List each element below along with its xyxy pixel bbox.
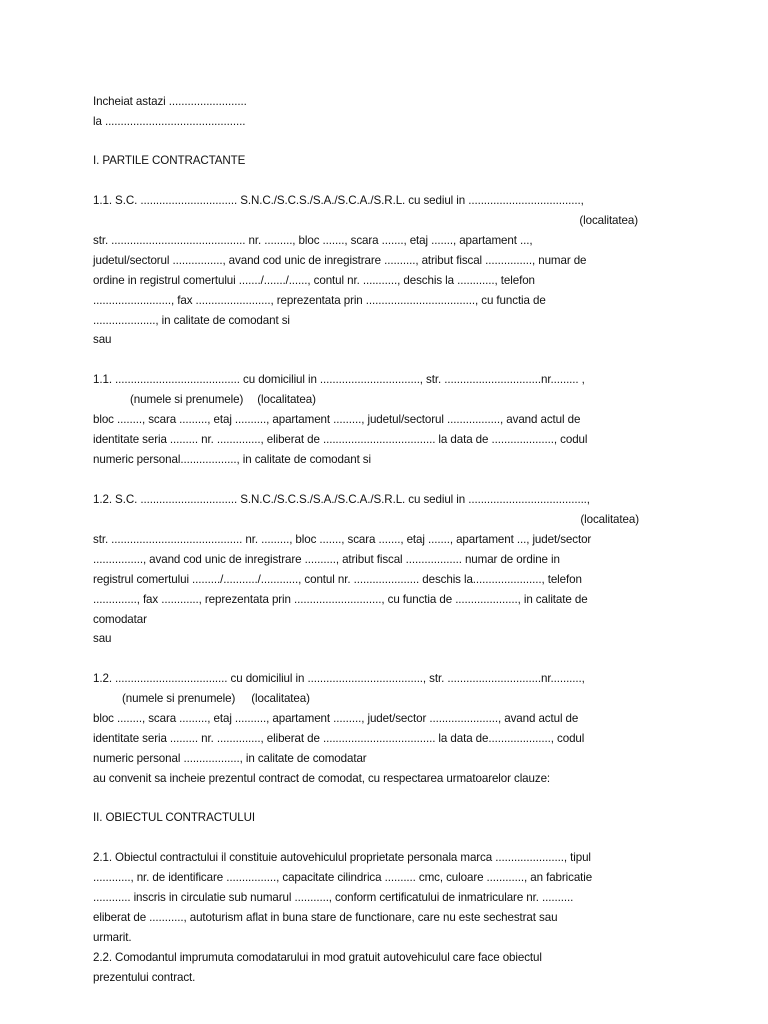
party-2-person-line-1: 1.2. .................................... cu domiciliul in ....................................., str. ..............................nr..........,: [93, 672, 585, 685]
name-sublabel: (numele si prenumele): [122, 692, 236, 705]
header-location: la .............................................: [93, 115, 246, 128]
party-1-person-line-1: 1.1. ........................................ cu domiciliul in ................................, str. ...............................nr......... ,: [93, 373, 585, 386]
party-2-person-line-3: bloc ........, scara ........., etaj .........., apartament ........., judet/sector ......................, avand actul de: [93, 712, 579, 725]
party-2-company-line-5: registrul comertului ........./.........../............, contul nr. ..................... deschis la......................, telefon: [93, 573, 582, 586]
party-1-company-line-4: judetul/sectorul ................, avand cod unic de inregistrare .........., atribut fiscal ..............., numar de: [93, 254, 587, 267]
party-2-person-line-4: identitate seria ......... nr. .............., eliberat de .................................... la data de...................., codul: [93, 732, 585, 745]
party-1-company-line-5: ordine in registrul comertului ......./......./......, contul nr. ..........., deschis la ............, telefon: [93, 274, 535, 287]
party-1-company-line-7: ...................., in calitate de comodant si: [93, 314, 290, 327]
clause-2-1-line-2: ............, nr. de identificare ................, capacitate cilindrica .......... cmc, culoare ............, an fabricatie: [93, 871, 593, 884]
party-1-company-line-1: 1.1. S.C. ............................... S.N.C./S.C.S./S.A./S.C.A./S.R.L. cu sediul in ....................................,: [93, 194, 584, 207]
party-1-person-line-5: numeric personal.................., in calitate de comodant si: [93, 453, 371, 466]
party-2-company-line-7: comodatar: [93, 613, 147, 626]
clause-2-1-line-4: eliberat de ..........., autoturism aflat in buna stare de functionare, care nu este sechestrat sau: [93, 911, 558, 924]
party-1-company-line-3: str. ........................................... nr. ........., bloc ......., scara ......., etaj ......., apartament ...,: [93, 234, 533, 247]
party-1-company-locality-label: (localitatea): [579, 214, 638, 227]
clause-2-2-line-2: prezentului contract.: [93, 971, 196, 984]
party-2-company-line-3: str. .......................................... nr. ........., bloc ......., scara ......., etaj ......., apartament ..., judet/sector: [93, 533, 592, 546]
agreement-statement: au convenit sa incheie prezentul contract de comodat, cu respectarea urmatoarelor clauze:: [93, 772, 551, 785]
party-2-person-sublabels: [122, 689, 310, 709]
party-2-company-line-6: .............., fax ............, reprezentata prin ............................, cu functia de ...................., in calitate de: [93, 593, 588, 606]
party-2-company-locality-label: (localitatea): [580, 513, 639, 526]
clause-2-1-line-5: urmarit.: [93, 931, 132, 944]
party-1-person-line-3: bloc ........, scara ........., etaj .........., apartament ........., judetul/sectorul ................., avand actul de: [93, 413, 581, 426]
party-2-person-line-5: numeric personal .................., in calitate de comodatar: [93, 752, 367, 765]
party-1-company-line-6: ........................., fax ........................, reprezentata prin ..................................., cu functia de: [93, 294, 546, 307]
party-1-person-line-4: identitate seria ......... nr. .............., eliberat de .................................... la data de ...................., codul: [93, 433, 588, 446]
section-1-title: I. PARTILE CONTRACTANTE: [93, 154, 246, 167]
party-2-or: sau: [93, 632, 112, 645]
clause-2-1-line-3: ............ inscris in circulatie sub numarul ..........., conform certificatului de inmatriculare nr. ..........: [93, 891, 574, 904]
clause-2-2-line-1: 2.2. Comodantul imprumuta comodatarului in mod gratuit autovehiculul care face obiectul: [93, 951, 542, 964]
party-2-company-line-1: 1.2. S.C. ............................... S.N.C./S.C.S./S.A./S.C.A./S.R.L. cu sediul in ......................................,: [93, 493, 590, 506]
locality-sublabel: (localitatea): [257, 393, 316, 406]
header-concluded-date: Incheiat astazi .........................: [93, 95, 247, 108]
party-2-company-line-4: ................, avand cod unic de inregistrare .........., atribut fiscal .................. numar de ordine in: [93, 553, 560, 566]
locality-sublabel: (localitatea): [251, 692, 310, 705]
party-1-person-sublabels: [130, 390, 316, 410]
clause-2-1-line-1: 2.1. Obiectul contractului il constituie autovehiculul proprietate personala marca ......................, tipul: [93, 851, 591, 864]
party-1-or: sau: [93, 333, 112, 346]
section-2-title: II. OBIECTUL CONTRACTULUI: [93, 811, 255, 824]
name-sublabel: (numele si prenumele): [130, 393, 244, 406]
